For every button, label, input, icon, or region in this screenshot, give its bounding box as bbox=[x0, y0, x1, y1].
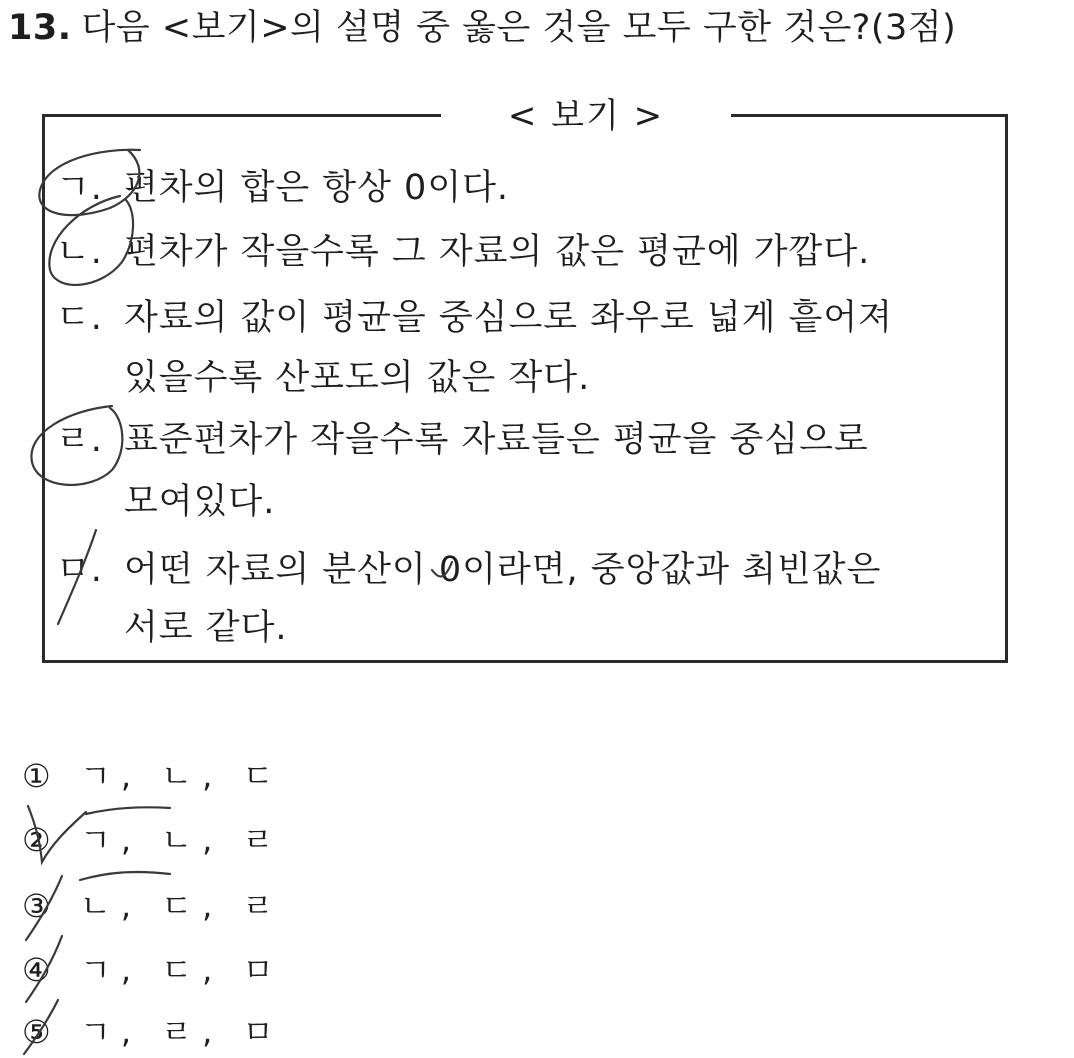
question-title bbox=[8, 4, 956, 52]
choice-4[interactable] bbox=[22, 948, 283, 992]
statement-text: 어떤 자료의 분산이 0이라면, 중앙값과 최빈값은 bbox=[124, 550, 882, 590]
choice-options: ㄱ, ㄷ, ㅁ bbox=[80, 951, 284, 989]
choice-number: ② bbox=[22, 821, 51, 859]
choice-number: ① bbox=[22, 757, 51, 795]
choice-5[interactable] bbox=[22, 1010, 283, 1054]
choice-1[interactable] bbox=[22, 754, 283, 798]
choice-number: ④ bbox=[22, 951, 51, 989]
overline-choice-3 bbox=[80, 872, 170, 880]
statement-5 bbox=[56, 546, 881, 594]
statement-text: 표준편차가 작을수록 자료들은 평균을 중심으로 bbox=[124, 420, 869, 460]
statement-marker: ㅁ. bbox=[56, 550, 103, 590]
statement-5-continued bbox=[124, 604, 288, 652]
overline-choice-2 bbox=[86, 807, 170, 814]
choice-number: ③ bbox=[22, 887, 51, 925]
choice-options: ㄴ, ㄷ, ㄹ bbox=[80, 887, 284, 925]
statement-text: 편차의 합은 항상 0이다. bbox=[124, 168, 510, 208]
choice-options: ㄱ, ㄹ, ㅁ bbox=[80, 1013, 284, 1051]
statement-text: 편차가 작을수록 그 자료의 값은 평균에 가깝다. bbox=[124, 232, 871, 272]
example-box-label: < 보기 > bbox=[441, 93, 731, 139]
choice-options: ㄱ, ㄴ, ㄹ bbox=[80, 821, 284, 859]
choice-options: ㄱ, ㄴ, ㄷ bbox=[80, 757, 284, 795]
statement-text: 있을수록 산포도의 값은 작다. bbox=[124, 358, 591, 398]
choice-2[interactable] bbox=[22, 818, 283, 862]
statement-text: 모여있다. bbox=[124, 482, 276, 522]
statement-marker: ㄷ. bbox=[56, 298, 103, 338]
statement-text: 서로 같다. bbox=[124, 608, 288, 648]
statement-4 bbox=[56, 416, 869, 464]
statement-marker: ㄴ. bbox=[56, 232, 103, 272]
question-text: 다음 <보기>의 설명 중 옳은 것을 모두 구한 것은?(3점) bbox=[81, 8, 957, 48]
statement-marker: ㄱ. bbox=[56, 168, 103, 208]
statement-2 bbox=[56, 228, 870, 276]
statement-1 bbox=[56, 164, 509, 212]
statement-3-continued bbox=[124, 354, 590, 402]
statement-3 bbox=[56, 294, 893, 342]
question-number: 13. bbox=[8, 8, 72, 48]
statement-text: 자료의 값이 평균을 중심으로 좌우로 넓게 흩어져 bbox=[124, 298, 893, 338]
statement-marker: ㄹ. bbox=[56, 420, 103, 460]
statement-4-continued bbox=[124, 478, 275, 526]
choice-number: ⑤ bbox=[22, 1013, 51, 1051]
choice-3[interactable] bbox=[22, 884, 283, 928]
